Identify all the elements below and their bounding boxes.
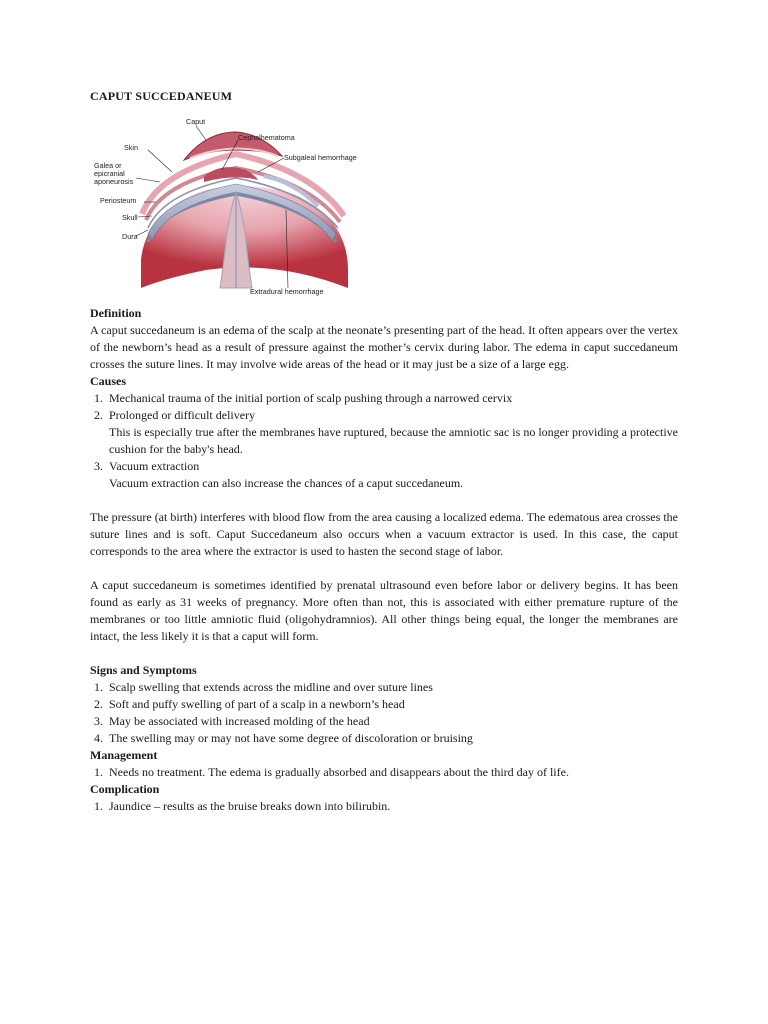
list-number: 1. xyxy=(94,765,103,779)
list-item-text: Jaundice – results as the bruise breaks down into bilirubin. xyxy=(109,799,391,813)
label-galea-3: aponeurosis xyxy=(94,177,134,186)
body-paragraph: The pressure (at birth) interferes with blood flow from the area causing a localized edema. The edematous area crosses the suture lines and is soft. Caput Succedaneum also occurs when a vacuum extractor is used. In this case, the caput corresponds to the area where the extractor is used to hasten the second stage of labor. xyxy=(90,510,678,558)
scalp-layers-diagram xyxy=(86,110,386,306)
list-item xyxy=(90,798,678,815)
list-item-detail: This is especially true after the membranes have ruptured, because the amniotic sac is no longer providing a protective cushion for the baby's head. xyxy=(109,425,678,456)
list-item-text: Mechanical trauma of the initial portion of scalp pushing through a narrowed cervix xyxy=(109,391,513,405)
label-galea-1: Galea or xyxy=(94,161,122,170)
list-item xyxy=(90,458,678,475)
label-galea-2: epicranial xyxy=(94,169,125,178)
list-item xyxy=(90,764,678,781)
label-cephalhematoma: Cephalhematoma xyxy=(238,133,295,142)
label-caput: Caput xyxy=(186,117,206,126)
list-number: 1. xyxy=(94,680,103,694)
list-item-text: Scalp swelling that extends across the midline and over suture lines xyxy=(109,680,433,694)
list-item xyxy=(90,390,678,407)
signs-heading: Signs and Symptoms xyxy=(90,663,197,677)
management-heading: Management xyxy=(90,748,158,762)
label-dura: Dura xyxy=(122,232,138,241)
definition-text: A caput succedaneum is an edema of the scalp at the neonate’s presenting part of the head. It often appears over the vertex of the newborn’s head as a result of pressure against the mother’s cervix during labor. The edema in caput succedaneum crosses the suture lines. It may involve wide areas of the head or it may just be a size of a large egg. xyxy=(90,323,678,371)
list-number: 2. xyxy=(94,408,103,422)
label-skull: Skull xyxy=(122,213,138,222)
list-number: 2. xyxy=(94,697,103,711)
list-item-text: Vacuum extraction xyxy=(109,459,200,473)
anatomy-figure xyxy=(86,110,386,306)
list-item-text: The swelling may or may not have some degree of discoloration or bruising xyxy=(109,731,473,745)
list-item-detail: Vacuum extraction can also increase the chances of a caput succedaneum. xyxy=(109,476,464,490)
list-item xyxy=(90,730,678,747)
list-number: 3. xyxy=(94,459,103,473)
causes-heading: Causes xyxy=(90,374,127,388)
definition-heading: Definition xyxy=(90,306,142,320)
document-title: CAPUT SUCCEDANEUM xyxy=(90,89,233,103)
list-item-text: Prolonged or difficult delivery xyxy=(109,408,256,422)
label-extradural: Extradural hemorrhage xyxy=(250,287,324,296)
list-item xyxy=(90,696,678,713)
list-item-text: Soft and puffy swelling of part of a scalp in a newborn’s head xyxy=(109,697,405,711)
list-number: 3. xyxy=(94,714,103,728)
list-item xyxy=(90,407,678,424)
list-number: 1. xyxy=(94,799,103,813)
list-item-text: Needs no treatment. The edema is gradually absorbed and disappears about the third day of life. xyxy=(109,765,569,779)
label-periosteum: Periosteum xyxy=(100,196,137,205)
list-item xyxy=(90,679,678,696)
label-subgaleal: Subgaleal hemorrhage xyxy=(284,153,357,162)
body-paragraph: A caput succedaneum is sometimes identified by prenatal ultrasound even before labor or delivery begins. It has been found as early as 31 weeks of pregnancy. More often than not, this is associated with either premature rupture of the membranes or too little amniotic fluid (oligohydramnios). All other things being equal, the longer the membranes are intact, the less likely it is that a caput will form. xyxy=(90,578,678,643)
list-item xyxy=(90,713,678,730)
label-skin: Skin xyxy=(124,143,138,152)
list-number: 4. xyxy=(94,731,103,745)
document-body xyxy=(90,305,678,815)
complication-heading: Complication xyxy=(90,782,160,796)
list-item-text: May be associated with increased molding of the head xyxy=(109,714,370,728)
list-number: 1. xyxy=(94,391,103,405)
